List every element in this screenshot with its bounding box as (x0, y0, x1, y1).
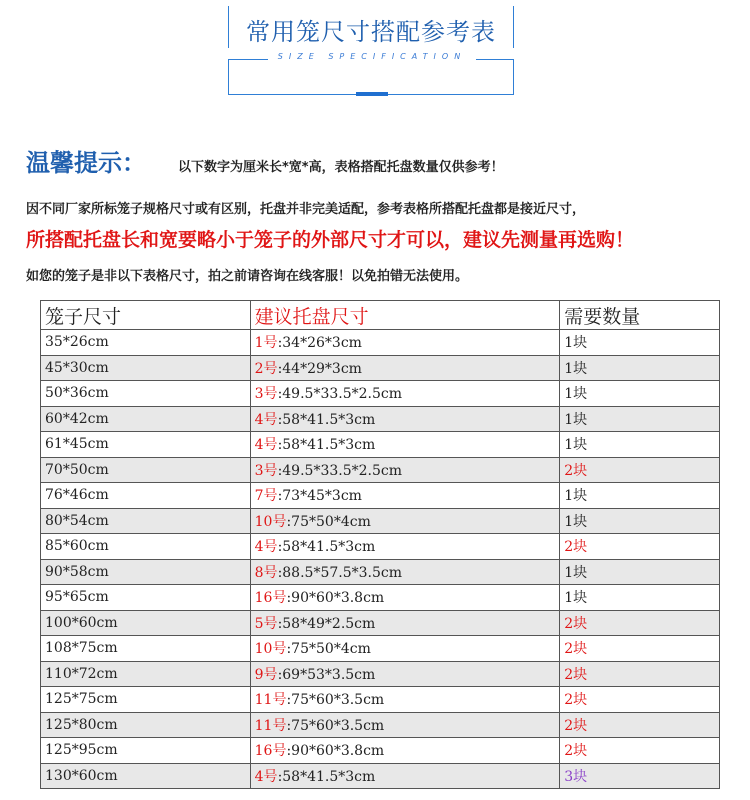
tray-number: 8号 (254, 564, 278, 581)
tray-number: 4号 (254, 539, 278, 556)
cage-size-cell: 125*75cm (41, 687, 251, 713)
tray-dimensions: :75*60*3.5cm (286, 692, 385, 709)
tray-dimensions: :34*26*3cm (277, 335, 362, 352)
tray-number: 4号 (254, 768, 278, 785)
tray-dimensions: :58*41.5*3cm (277, 539, 376, 556)
tips-line-3: 如您的笼子是非以下表格尺寸，拍之前请咨询在线客服！以免拍错无法使用。 (26, 269, 469, 284)
quantity-cell: 2块 (560, 534, 720, 560)
cage-size-cell: 100*60cm (41, 610, 251, 636)
tray-number: 11号 (254, 692, 287, 709)
tips-heading: 温馨提示： (26, 149, 146, 177)
tray-size-cell (250, 355, 560, 381)
tray-size-cell (250, 661, 560, 687)
tray-number: 16号 (254, 590, 287, 607)
tray-number: 1号 (254, 335, 278, 352)
tray-number: 2号 (254, 360, 278, 377)
tray-dimensions: :75*50*4cm (286, 513, 371, 530)
tray-dimensions: :44*29*3cm (277, 360, 362, 377)
tray-size-cell (250, 763, 560, 789)
tray-number: 10号 (254, 513, 287, 530)
header (0, 0, 750, 100)
cage-size-cell: 85*60cm (41, 534, 251, 560)
header-tray-size: 建议托盘尺寸 (250, 301, 560, 330)
tray-number: 10号 (254, 641, 287, 658)
frame-right-line (513, 59, 514, 95)
tray-size-cell (250, 432, 560, 458)
size-table (40, 300, 720, 789)
cage-size-cell: 61*45cm (41, 432, 251, 458)
tray-dimensions: :69*53*3.5cm (277, 666, 376, 683)
tray-number: 4号 (254, 437, 278, 454)
tray-size-cell (250, 534, 560, 560)
tray-size-cell (250, 457, 560, 483)
tray-dimensions: :90*60*3.8cm (286, 743, 385, 760)
quantity-cell: 2块 (560, 712, 720, 738)
table-header-row (41, 301, 720, 330)
table-row (41, 381, 720, 407)
tray-dimensions: :90*60*3.8cm (286, 590, 385, 607)
quantity-cell: 3块 (560, 763, 720, 789)
cage-size-cell: 60*42cm (41, 406, 251, 432)
quantity-cell: 1块 (560, 406, 720, 432)
tray-number: 16号 (254, 743, 287, 760)
quantity-cell: 1块 (560, 585, 720, 611)
tray-number: 3号 (254, 462, 278, 479)
tips-line-2: 所搭配托盘长和宽要略小于笼子的外部尺寸才可以，建议先测量再选购！ (26, 229, 635, 251)
tray-size-cell (250, 636, 560, 662)
tray-dimensions: :58*41.5*3cm (277, 768, 376, 785)
table-row (41, 712, 720, 738)
tips-desc: 以下数字为厘米长*宽*高，表格搭配托盘数量仅供参考！ (178, 160, 504, 175)
page-subtitle: SIZE SPECIFICATION (277, 52, 467, 61)
tray-dimensions: :75*60*3.5cm (286, 717, 385, 734)
quantity-cell: 2块 (560, 661, 720, 687)
quantity-cell: 1块 (560, 432, 720, 458)
frame-accent-bar (356, 92, 388, 96)
cage-size-cell: 110*72cm (41, 661, 251, 687)
tray-dimensions: :49.5*33.5*2.5cm (277, 462, 403, 479)
quantity-cell: 2块 (560, 457, 720, 483)
quantity-cell: 1块 (560, 381, 720, 407)
quantity-cell: 2块 (560, 687, 720, 713)
tray-size-cell (250, 406, 560, 432)
table-body (41, 330, 720, 789)
quantity-cell: 2块 (560, 738, 720, 764)
tray-size-cell (250, 330, 560, 356)
tray-dimensions: :88.5*57.5*3.5cm (277, 564, 403, 581)
tray-number: 5号 (254, 615, 278, 632)
quantity-cell: 2块 (560, 610, 720, 636)
tray-number: 9号 (254, 666, 278, 683)
tray-dimensions: :58*49*2.5cm (277, 615, 376, 632)
tray-size-cell (250, 610, 560, 636)
cage-size-cell: 95*65cm (41, 585, 251, 611)
quantity-cell: 1块 (560, 559, 720, 585)
cage-size-cell: 130*60cm (41, 763, 251, 789)
cage-size-cell: 76*46cm (41, 483, 251, 509)
tray-dimensions: :75*50*4cm (286, 641, 371, 658)
tray-dimensions: :58*41.5*3cm (277, 411, 376, 428)
tray-number: 4号 (254, 411, 278, 428)
quantity-cell: 1块 (560, 483, 720, 509)
table-row (41, 508, 720, 534)
tray-number: 3号 (254, 386, 278, 403)
tray-number: 11号 (254, 717, 287, 734)
cage-size-cell: 35*26cm (41, 330, 251, 356)
cage-size-cell: 108*75cm (41, 636, 251, 662)
table-row (41, 585, 720, 611)
frame-left-line (228, 59, 229, 95)
tray-dimensions: :58*41.5*3cm (277, 437, 376, 454)
quantity-cell: 1块 (560, 355, 720, 381)
tray-size-cell (250, 559, 560, 585)
tips-line-1: 因不同厂家所标笼子规格尺寸或有区别，托盘并非完美适配，参考表格所搭配托盘都是接近尺寸， (26, 202, 586, 217)
cage-size-cell: 125*80cm (41, 712, 251, 738)
tray-size-cell (250, 738, 560, 764)
tray-size-cell (250, 712, 560, 738)
tray-dimensions: :73*45*3cm (277, 488, 362, 505)
tray-number: 7号 (254, 488, 278, 505)
tray-size-cell (250, 381, 560, 407)
table-row (41, 406, 720, 432)
quantity-cell: 2块 (560, 636, 720, 662)
cage-size-cell: 50*36cm (41, 381, 251, 407)
cage-size-cell: 125*95cm (41, 738, 251, 764)
table-row (41, 763, 720, 789)
tray-size-cell (250, 585, 560, 611)
table-row (41, 687, 720, 713)
tray-size-cell (250, 508, 560, 534)
header-cage-size: 笼子尺寸 (41, 301, 251, 330)
cage-size-cell: 70*50cm (41, 457, 251, 483)
tray-dimensions: :49.5*33.5*2.5cm (277, 386, 403, 403)
table-row (41, 432, 720, 458)
tray-size-cell (250, 483, 560, 509)
table-row (41, 559, 720, 585)
cage-size-cell: 45*30cm (41, 355, 251, 381)
quantity-cell: 1块 (560, 330, 720, 356)
table-row (41, 330, 720, 356)
table-row (41, 636, 720, 662)
table-row (41, 534, 720, 560)
table-row (41, 661, 720, 687)
table-row (41, 483, 720, 509)
tray-size-cell (250, 687, 560, 713)
header-quantity: 需要数量 (560, 301, 720, 330)
table-row (41, 738, 720, 764)
table-row (41, 610, 720, 636)
cage-size-cell: 80*54cm (41, 508, 251, 534)
page-title: 常用笼尺寸搭配参考表 (246, 18, 496, 46)
cage-size-cell: 90*58cm (41, 559, 251, 585)
table-row (41, 457, 720, 483)
table-row (41, 355, 720, 381)
quantity-cell: 1块 (560, 508, 720, 534)
